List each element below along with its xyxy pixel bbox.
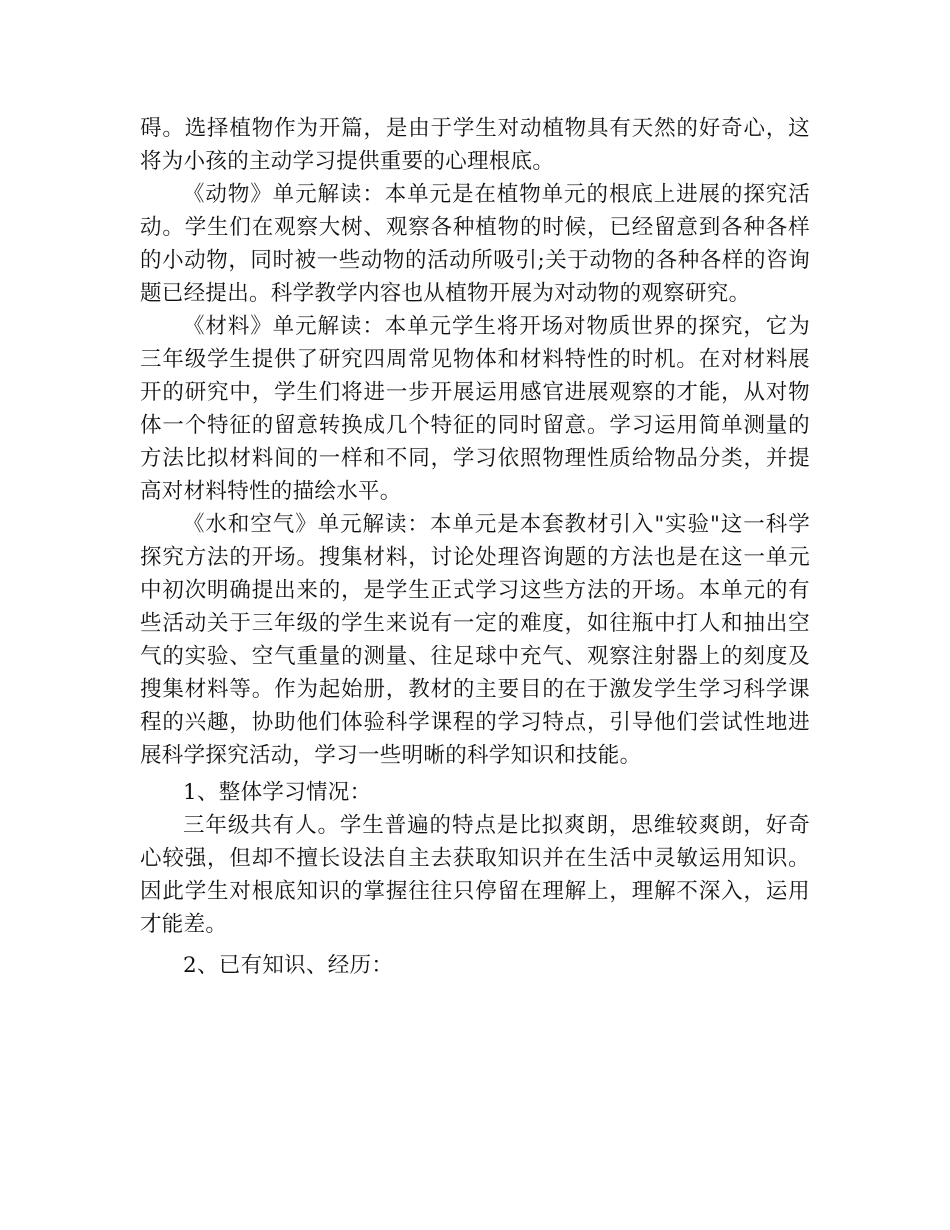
- section-heading-prior-knowledge: 2、已有知识、经历：: [183, 953, 394, 978]
- document-page: [140, 112, 810, 982]
- paragraph-materials-unit: 《材料》单元解读：本单元学生将开场对物质世界的探究，它为三年级学生提供了研究四周常见物体和材料特性的时机。在对材料展开的研究中，学生们将进一步开展运用感官进展观察的才能，从对物体一个特征的留意转换成几个特征的同时留意。学习运用简单测量的方法比拟材料间的一样和不同，学习依照物理性质给物品分类，并提高对材料特性的描绘水平。: [140, 314, 810, 504]
- paragraph-animals-unit: 《动物》单元解读：本单元是在植物单元的根底上进展的探究活动。学生们在观察大树、观察各种植物的时候，已经留意到各种各样的小动物，同时被一些动物的活动所吸引;关于动物的各种各样的咨询题已经提出。科学教学内容也从植物开展为对动物的观察研究。: [140, 182, 810, 306]
- paragraph-water-air-unit: 《水和空气》单元解读：本单元是本套教材引入"实验"这一科学探究方法的开场。搜集材料，讨论处理咨询题的方法也是在这一单元中初次明确提出来的，是学生正式学习这些方法的开场。本单元的有些活动关于三年级的学生来说有一定的难度，如往瓶中打人和抽出空气的实验、空气重量的测量、往足球中充气、观察注射器上的刻度及搜集材料等。作为起始册，教材的主要目的在于激发学生学习科学课程的兴趣，协助他们体验科学课程的学习特点，引导他们尝试性地进展科学探究活动，学习一些明晰的科学知识和技能。: [140, 512, 810, 768]
- section-heading-overall-learning: 1、整体学习情况：: [183, 780, 372, 805]
- paragraph-overall-situation: 三年级共有人。学生普遍的特点是比拟爽朗，思维较爽朗，好奇心较强，但却不擅长设法自主去获取知识并在生活中灵敏运用知识。因此学生对根底知识的掌握往往只停留在理解上，理解不深入，运用才能差。: [140, 813, 810, 937]
- paragraph-plants-intro-continued: 碍。选择植物作为开篇，是由于学生对动植物具有天然的好奇心，这将为小孩的主动学习提供重要的心理根底。: [140, 116, 810, 174]
